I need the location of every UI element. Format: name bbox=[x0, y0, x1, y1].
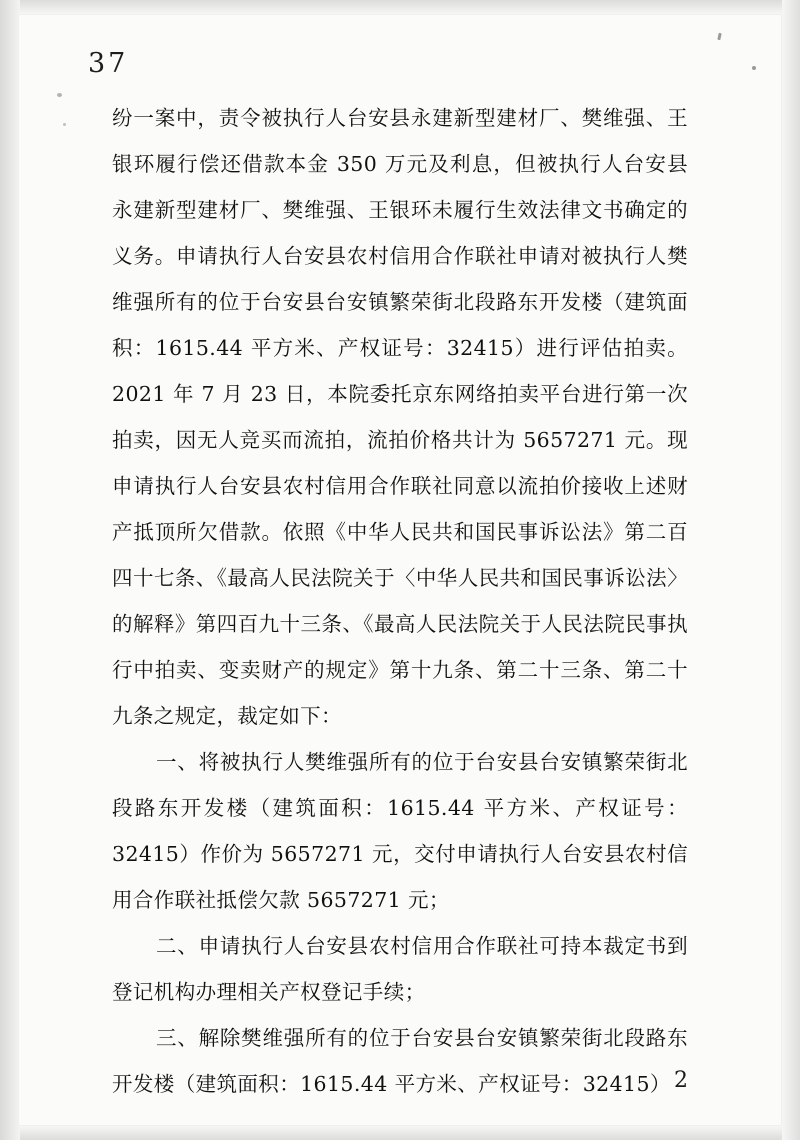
scan-edge-right bbox=[782, 0, 800, 1140]
paragraph: 二、申请执行人台安县农村信用合作联社可持本裁定书到登记机构办理相关产权登记手续； bbox=[112, 934, 688, 1004]
scan-speck bbox=[57, 93, 62, 97]
scan-speck bbox=[752, 66, 756, 70]
paragraph: 三、解除樊维强所有的位于台安县台安镇繁荣街北段路东开发楼（建筑面积：1615.44 平方米、产权证号：32415） bbox=[112, 1026, 688, 1096]
scan-edge-top bbox=[0, 0, 800, 14]
scan-edge-bottom bbox=[0, 1126, 800, 1140]
document-body bbox=[112, 95, 688, 1107]
paragraph: 纷一案中，责令被执行人台安县永建新型建材厂、樊维强、王银环履行偿还借款本金 350 万元及利息，但被执行人台安县永建新型建材厂、樊维强、王银环未履行生效法律文书确定的义务。申请执行人台安县农村信用合作联社申请对被执行人樊维强所有的位于台安县台安镇繁荣街北段路东开发楼（建筑面积：1615.44 平方米、产权证号：32415）进行评估拍卖。2021 年 7 月 23 日，本院委托京东网络拍卖平台进行第一次拍卖，因无人竞买而流拍，流拍价格共计为 5657271 元。现申请执行人台安县农村信用合作联社同意以流拍价接收上述财产抵顶所欠借款。依照《中华人民共和国民事诉讼法》第二百四十七条、《最高人民法院关于〈中华人民共和国民事诉讼法〉的解释》第四百九十三条、《最高人民法院关于人民法院民事执行中拍卖、变卖财产的规定》第十九条、第二十三条、第二十九条之规定，裁定如下： bbox=[112, 106, 688, 728]
scan-speck bbox=[63, 123, 66, 126]
page-number-bottom: 2 bbox=[674, 1068, 688, 1093]
paragraph: 一、将被执行人樊维强所有的位于台安县台安镇繁荣街北段路东开发楼（建筑面积：1615.44 平方米、产权证号：32415）作价为 5657271 元，交付申请执行人台安县农村信用合作联社抵偿欠款 5657271 元； bbox=[112, 750, 688, 912]
scan-edge-left bbox=[0, 0, 20, 1140]
page-label-top: 37 bbox=[88, 48, 129, 79]
